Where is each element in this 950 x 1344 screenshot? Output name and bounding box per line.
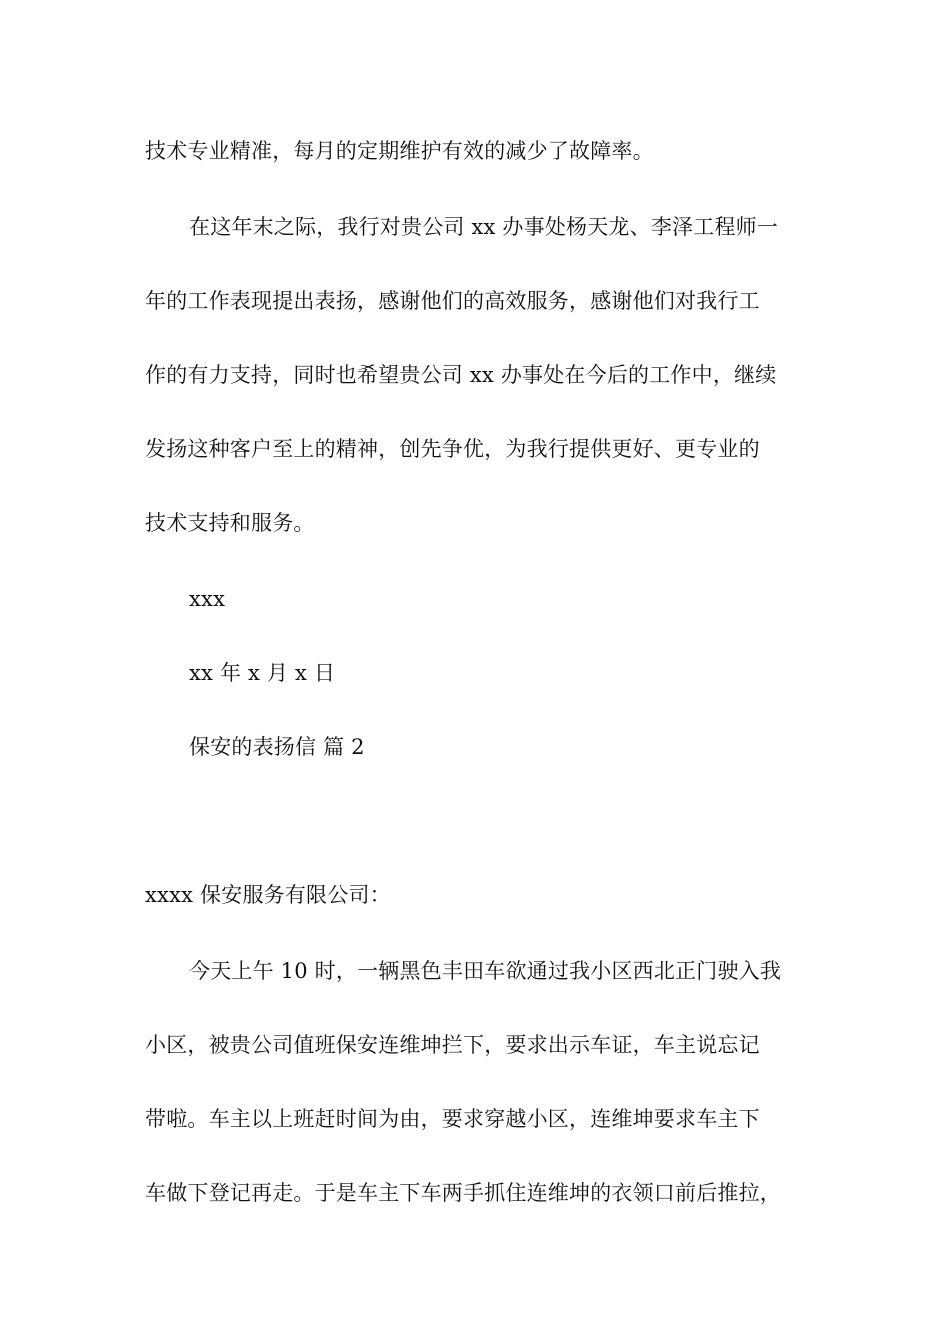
paragraph-line: 发扬这种客户至上的精神，创先争优，为我行提供更好、更专业的 (145, 437, 760, 461)
paragraph-line: 今天上午 10 时，一辆黑色丰田车欲通过我小区西北正门驶入我 (189, 959, 782, 983)
paragraph-line: 车做下登记再走。于是车主下车两手抓住连维坤的衣领口前后推拉， (145, 1181, 781, 1205)
paragraph-line: 技术支持和服务。 (145, 511, 315, 535)
paragraph-line: 带啦。车主以上班赶时间为由，要求穿越小区，连维坤要求车主下 (145, 1107, 760, 1131)
letter-salutation: xxxx 保安服务有限公司： (145, 883, 391, 907)
paragraph-line: 技术专业精准，每月的定期维护有效的减少了故障率。 (145, 139, 654, 163)
paragraph-line: 作的有力支持，同时也希望贵公司 xx 办事处在今后的工作中，继续 (145, 363, 777, 387)
signature-name: xxx (189, 587, 226, 611)
paragraph-line: 在这年末之际，我行对贵公司 xx 办事处杨天龙、李泽工程师一 (189, 215, 779, 239)
paragraph-line: 小区，被贵公司值班保安连维坤拦下，要求出示车证，车主说忘记 (145, 1033, 760, 1057)
section-heading: 保安的表扬信 篇 2 (189, 735, 365, 759)
signature-date: xx 年 x 月 x 日 (189, 661, 336, 685)
paragraph-line: 年的工作表现提出表扬，感谢他们的高效服务，感谢他们对我行工 (145, 289, 760, 313)
